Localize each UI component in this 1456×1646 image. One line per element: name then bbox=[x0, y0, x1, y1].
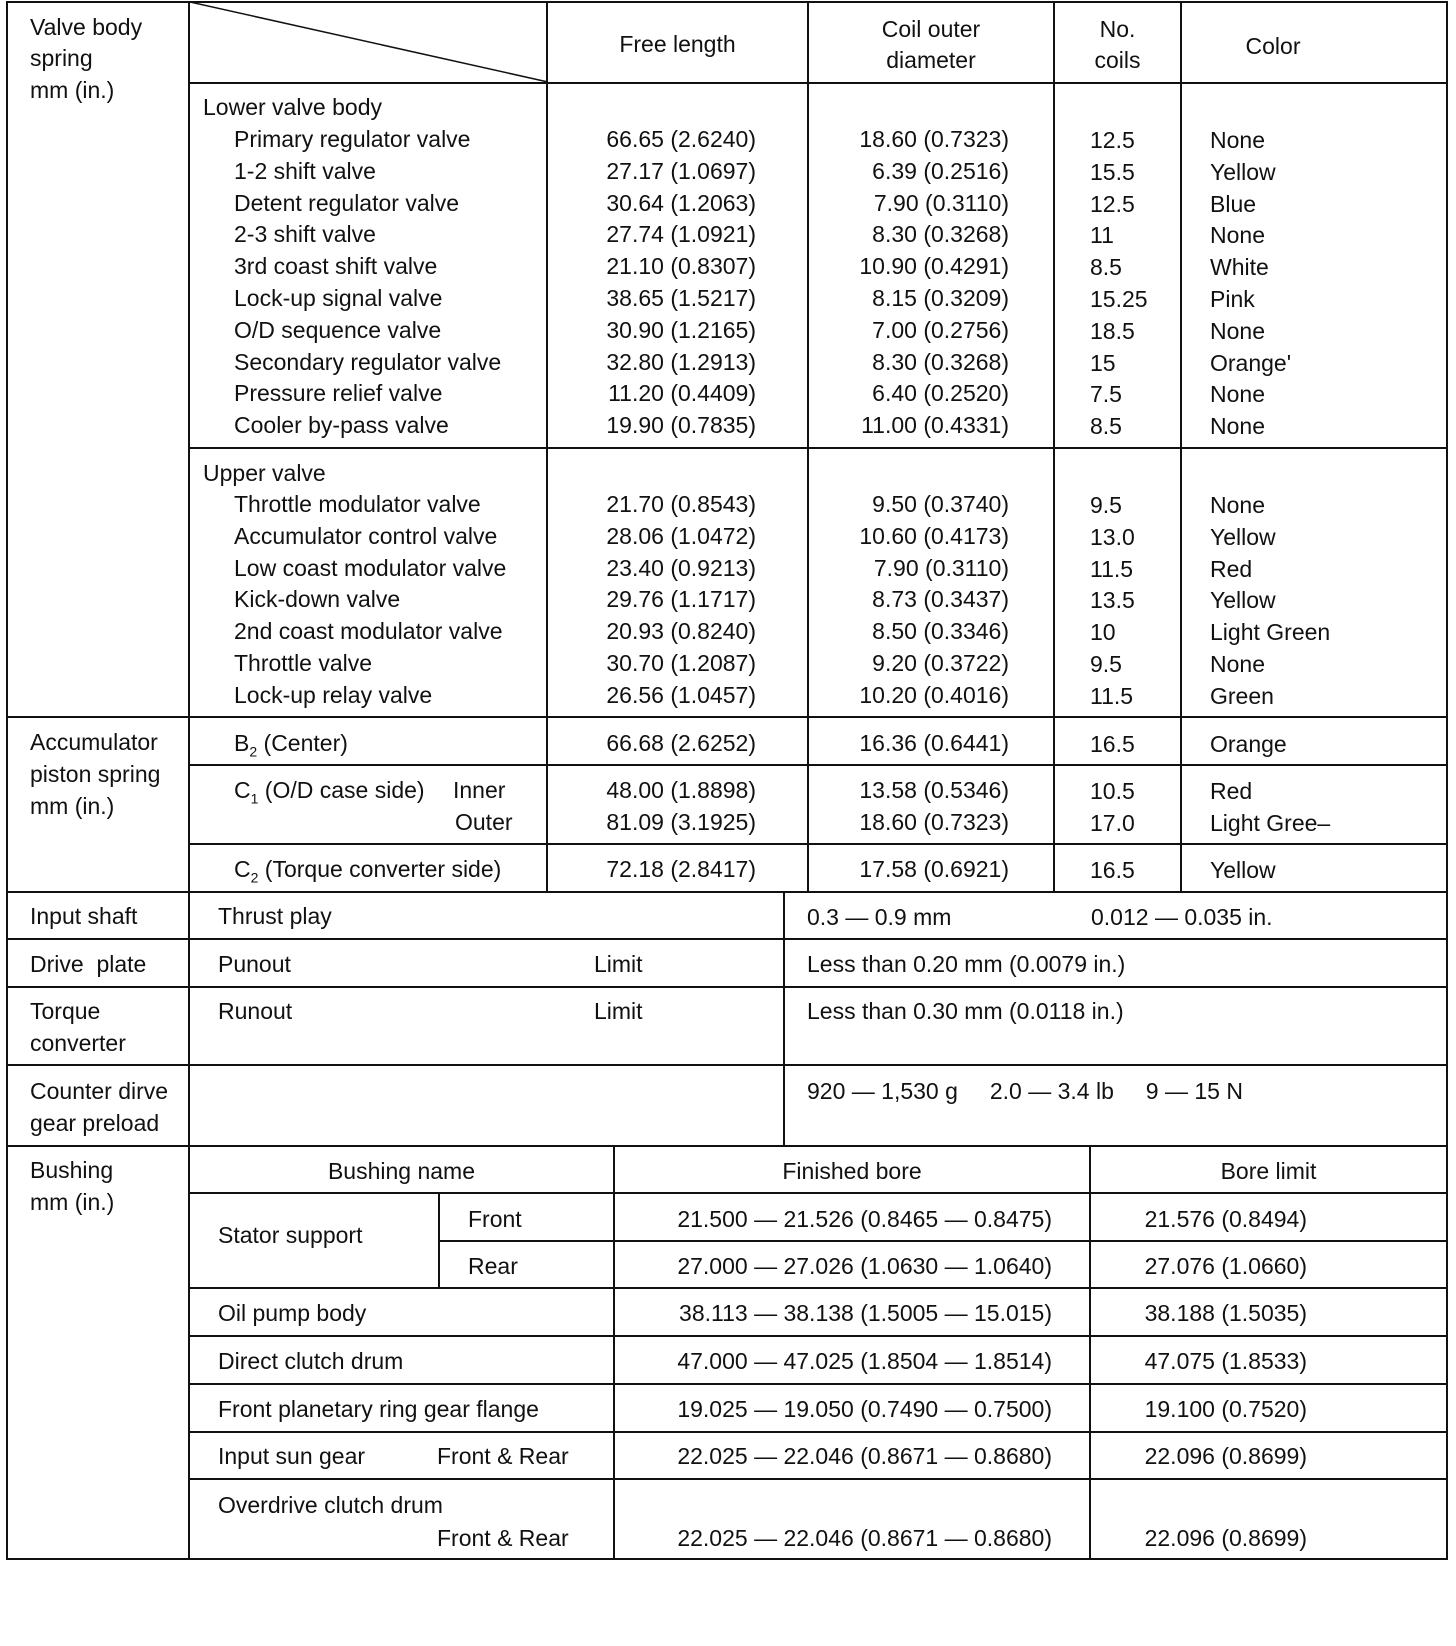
accumulator-name: $B_2$ (Center) bbox=[234, 730, 348, 760]
section-label-line: Accumulator bbox=[30, 729, 158, 755]
rule bbox=[188, 843, 1448, 845]
coil-outer: 16.36 (0.6441) bbox=[859, 730, 1009, 756]
row-limit: Limit bbox=[594, 998, 643, 1024]
header-color: Color bbox=[1245, 33, 1301, 59]
header-diagonal bbox=[190, 2, 550, 84]
row-item: Thrust play bbox=[218, 903, 332, 929]
section-label-line: Bushing bbox=[30, 1157, 114, 1183]
section-label-line: Valve body bbox=[30, 14, 143, 40]
color: None bbox=[1210, 318, 1265, 344]
row-value: Less than 0.20 mm (0.0079 in.) bbox=[807, 951, 1126, 977]
valve-name: 3rd coast shift valve bbox=[234, 253, 438, 279]
finished-bore: 21.500 — 21.526 (0.8465 — 0.8475) bbox=[677, 1206, 1052, 1232]
bushing-pos: Front & Rear bbox=[437, 1443, 569, 1469]
section-label-line: spring bbox=[30, 45, 93, 71]
row-item: Punout bbox=[218, 951, 291, 977]
coil-outer: 18.60 (0.7323) bbox=[859, 809, 1009, 835]
group-title: Upper valve bbox=[203, 460, 326, 486]
free-length: 21.70 (0.8543) bbox=[606, 491, 756, 517]
rule bbox=[188, 1192, 1448, 1194]
rule bbox=[6, 716, 1448, 718]
section-label-line: mm (in.) bbox=[30, 77, 115, 103]
free-length: 29.76 (1.1717) bbox=[606, 586, 756, 612]
free-length: 23.40 (0.9213) bbox=[606, 555, 756, 581]
coil-outer: 13.58 (0.5346) bbox=[859, 777, 1009, 803]
free-length: 20.93 (0.8240) bbox=[606, 618, 756, 644]
free-length: 81.09 (3.1925) bbox=[606, 809, 756, 835]
header-free-length: Free length bbox=[619, 31, 736, 57]
coils: 8.5 bbox=[1090, 413, 1122, 439]
bore-limit: 22.096 (0.8699) bbox=[1144, 1443, 1307, 1469]
coil-outer: 7.00 (0.2756) bbox=[872, 317, 1009, 343]
coil-outer: 10.60 (0.4173) bbox=[859, 523, 1009, 549]
coils: 11.5 bbox=[1090, 556, 1134, 582]
coils: 11 bbox=[1090, 222, 1114, 248]
valve-name: Secondary regulator valve bbox=[234, 349, 502, 375]
valve-name: Throttle valve bbox=[234, 650, 373, 676]
rule bbox=[188, 1, 190, 1560]
header-no-coils: No. bbox=[1099, 16, 1136, 42]
group-title: Lower valve body bbox=[203, 94, 382, 120]
bushing-name: Direct clutch drum bbox=[218, 1348, 404, 1374]
coils: 17.0 bbox=[1090, 810, 1135, 836]
valve-name: Cooler by-pass valve bbox=[234, 412, 449, 438]
coils: 9.5 bbox=[1090, 492, 1122, 518]
coils: 12.5 bbox=[1090, 191, 1135, 217]
coil-outer: 9.50 (0.3740) bbox=[872, 491, 1009, 517]
color: Orange' bbox=[1210, 350, 1292, 376]
row-value: Less than 0.30 mm (0.0118 in.) bbox=[807, 998, 1124, 1024]
coils: 13.5 bbox=[1090, 587, 1135, 613]
rule bbox=[1446, 1, 1448, 1560]
coils: 16.5 bbox=[1090, 857, 1135, 883]
coil-outer: 11.00 (0.4331) bbox=[861, 412, 1009, 438]
coil-outer: 9.20 (0.3722) bbox=[872, 650, 1009, 676]
rule bbox=[188, 764, 1448, 766]
row-label: Drive plate bbox=[30, 951, 147, 977]
coils: 11.5 bbox=[1090, 683, 1134, 709]
row-label: converter bbox=[30, 1030, 126, 1056]
coil-outer: 8.15 (0.3209) bbox=[872, 285, 1009, 311]
header-finished-bore: Finished bore bbox=[782, 1158, 922, 1184]
free-length: 66.68 (2.6252) bbox=[606, 730, 756, 756]
subscript: 2 bbox=[250, 869, 259, 886]
coils: 7.5 bbox=[1090, 381, 1122, 407]
finished-bore: 22.025 — 22.046 (0.8671 — 0.8680) bbox=[677, 1525, 1052, 1551]
free-length: 30.90 (1.2165) bbox=[606, 317, 756, 343]
free-length: 28.06 (1.0472) bbox=[606, 523, 756, 549]
coil-outer: 10.20 (0.4016) bbox=[859, 682, 1009, 708]
bore-limit: 38.188 (1.5035) bbox=[1144, 1300, 1307, 1326]
rule bbox=[188, 82, 1448, 84]
bushing-pos: Front & Rear bbox=[437, 1525, 569, 1551]
free-length: 72.18 (2.8417) bbox=[606, 856, 756, 882]
subscript: 1 bbox=[250, 790, 259, 807]
rule bbox=[188, 1383, 1448, 1385]
color: Yellow bbox=[1210, 857, 1276, 883]
coil-outer: 7.90 (0.3110) bbox=[873, 190, 1009, 216]
section-label-line: mm (in.) bbox=[30, 1189, 115, 1215]
coils: 12.5 bbox=[1090, 127, 1135, 153]
rule bbox=[6, 1145, 1448, 1147]
rule bbox=[6, 1558, 1448, 1560]
color: Blue bbox=[1210, 191, 1257, 217]
free-length: 38.65 (1.5217) bbox=[606, 285, 756, 311]
row-value: 920 — 1,530 g 2.0 — 3.4 lb 9 — 15 N bbox=[807, 1078, 1243, 1104]
header-bushing-name: Bushing name bbox=[327, 1158, 476, 1184]
rule bbox=[188, 1287, 1448, 1289]
finished-bore: 27.000 — 27.026 (1.0630 — 1.0640) bbox=[677, 1253, 1052, 1279]
subscript: 2 bbox=[249, 743, 258, 760]
coil-outer: 8.73 (0.3437) bbox=[872, 586, 1009, 612]
bore-limit: 19.100 (0.7520) bbox=[1144, 1396, 1307, 1422]
value-in: 0.012 — 0.035 in. bbox=[1091, 904, 1273, 930]
coils: 10.5 bbox=[1090, 778, 1135, 804]
accumulator-name: $C_2$ (Torque converter side) bbox=[234, 856, 502, 886]
rule bbox=[6, 891, 1448, 893]
valve-name: Pressure relief valve bbox=[234, 380, 443, 406]
valve-name: Accumulator control valve bbox=[234, 523, 498, 549]
coil-outer: 8.50 (0.3346) bbox=[872, 618, 1009, 644]
color: None bbox=[1210, 127, 1265, 153]
valve-name: Kick-down valve bbox=[234, 586, 401, 612]
outer-label: Outer bbox=[455, 809, 513, 835]
bore-limit: 21.576 (0.8494) bbox=[1144, 1206, 1307, 1232]
free-length: 27.74 (1.0921) bbox=[606, 221, 756, 247]
accumulator-name: $C_1$ (O/D case side) bbox=[234, 777, 425, 807]
bushing-pos: Rear bbox=[468, 1253, 518, 1279]
row-item: Runout bbox=[218, 998, 293, 1024]
rule bbox=[438, 1240, 1448, 1242]
finished-bore: 47.000 — 47.025 (1.8504 — 1.8514) bbox=[677, 1348, 1052, 1374]
free-length: 32.80 (1.2913) bbox=[606, 349, 756, 375]
color: Red bbox=[1210, 778, 1253, 804]
color: None bbox=[1210, 651, 1265, 677]
bore-limit: 47.075 (1.8533) bbox=[1144, 1348, 1307, 1374]
finished-bore: 22.025 — 22.046 (0.8671 — 0.8680) bbox=[677, 1443, 1052, 1469]
finished-bore: 38.113 — 38.138 (1.5005 — 15.015) bbox=[679, 1300, 1052, 1326]
coil-outer: 18.60 (0.7323) bbox=[859, 126, 1009, 152]
valve-name: 2-3 shift valve bbox=[234, 221, 376, 247]
color: Pink bbox=[1210, 286, 1255, 312]
inner-label: Inner bbox=[453, 777, 506, 803]
bushing-name: Stator support bbox=[218, 1222, 363, 1248]
color: White bbox=[1210, 254, 1269, 280]
header-no-coils: coils bbox=[1094, 47, 1141, 73]
coils: 16.5 bbox=[1090, 731, 1135, 757]
valve-name: 1-2 shift valve bbox=[234, 158, 376, 184]
finished-bore: 19.025 — 19.050 (0.7490 — 0.7500) bbox=[677, 1396, 1052, 1422]
rule bbox=[188, 1335, 1448, 1337]
row-label: gear preload bbox=[30, 1110, 160, 1136]
section-label-line: mm (in.) bbox=[30, 793, 115, 819]
bushing-pos: Front bbox=[468, 1206, 522, 1232]
free-length: 66.65 (2.6240) bbox=[606, 126, 756, 152]
coil-outer: 17.58 (0.6921) bbox=[859, 856, 1009, 882]
rule bbox=[188, 447, 1448, 449]
color: Orange bbox=[1210, 731, 1287, 757]
color: Yellow bbox=[1210, 587, 1276, 613]
color: Yellow bbox=[1210, 524, 1276, 550]
value-mm: 0.3 — 0.9 mm bbox=[807, 904, 952, 930]
color: Green bbox=[1210, 683, 1274, 709]
rule bbox=[188, 1478, 1448, 1480]
row-limit: Limit bbox=[594, 951, 643, 977]
rule bbox=[6, 986, 1448, 988]
free-length: 27.17 (1.0697) bbox=[606, 158, 756, 184]
bushing-name: Oil pump body bbox=[218, 1300, 367, 1326]
color: None bbox=[1210, 381, 1265, 407]
coils: 18.5 bbox=[1090, 318, 1135, 344]
valve-name: Primary regulator valve bbox=[234, 126, 471, 152]
valve-name: Low coast modulator valve bbox=[234, 555, 507, 581]
coils: 9.5 bbox=[1090, 651, 1122, 677]
rule bbox=[6, 1, 8, 1560]
bore-limit: 27.076 (1.0660) bbox=[1144, 1253, 1307, 1279]
free-length: 30.64 (1.2063) bbox=[606, 190, 756, 216]
section-label-line: piston spring bbox=[30, 761, 161, 787]
color: Red bbox=[1210, 556, 1253, 582]
free-length: 30.70 (1.2087) bbox=[606, 650, 756, 676]
valve-name: O/D sequence valve bbox=[234, 317, 442, 343]
coil-outer: 7.90 (0.3110) bbox=[873, 555, 1009, 581]
color: Light Green bbox=[1210, 619, 1331, 645]
header-coil-outer: Coil outer bbox=[881, 16, 981, 42]
free-length: 26.56 (1.0457) bbox=[606, 682, 756, 708]
free-length: 11.20 (0.4409) bbox=[608, 380, 756, 406]
coil-outer: 10.90 (0.4291) bbox=[859, 253, 1009, 279]
header-coil-outer: diameter bbox=[886, 47, 976, 73]
row-label: Torque bbox=[30, 998, 101, 1024]
valve-name: Lock-up signal valve bbox=[234, 285, 443, 311]
rule bbox=[188, 1431, 1448, 1433]
free-length: 21.10 (0.8307) bbox=[606, 253, 756, 279]
color: Light Gree– bbox=[1210, 810, 1331, 836]
coils: 15.5 bbox=[1090, 159, 1135, 185]
free-length: 19.90 (0.7835) bbox=[606, 412, 756, 438]
coil-outer: 8.30 (0.3268) bbox=[872, 349, 1009, 375]
coils: 8.5 bbox=[1090, 254, 1122, 280]
row-label: Counter dirve bbox=[30, 1078, 169, 1104]
color: None bbox=[1210, 222, 1265, 248]
rule bbox=[6, 1064, 1448, 1066]
bore-limit: 22.096 (0.8699) bbox=[1144, 1525, 1307, 1551]
coil-outer: 8.30 (0.3268) bbox=[872, 221, 1009, 247]
coils: 15.25 bbox=[1090, 286, 1148, 312]
coils: 13.0 bbox=[1090, 524, 1135, 550]
coil-outer: 6.40 (0.2520) bbox=[872, 380, 1009, 406]
color: None bbox=[1210, 492, 1265, 518]
valve-name: 2nd coast modulator valve bbox=[234, 618, 503, 644]
color: None bbox=[1210, 413, 1265, 439]
valve-name: Throttle modulator valve bbox=[234, 491, 481, 517]
coil-outer: 6.39 (0.2516) bbox=[872, 158, 1009, 184]
color: Yellow bbox=[1210, 159, 1276, 185]
valve-name: Detent regulator valve bbox=[234, 190, 460, 216]
rule bbox=[783, 891, 785, 1147]
bushing-name: Input sun gear bbox=[218, 1443, 366, 1469]
row-label: Input shaft bbox=[30, 903, 138, 929]
rule bbox=[6, 938, 1448, 940]
bushing-name: Front planetary ring gear flange bbox=[218, 1396, 539, 1422]
coils: 15 bbox=[1090, 350, 1116, 376]
coils: 10 bbox=[1090, 619, 1116, 645]
free-length: 48.00 (1.8898) bbox=[606, 777, 756, 803]
header-bore-limit: Bore limit bbox=[1220, 1158, 1317, 1184]
bushing-name: Overdrive clutch drum bbox=[218, 1492, 443, 1518]
valve-name: Lock-up relay valve bbox=[234, 682, 433, 708]
